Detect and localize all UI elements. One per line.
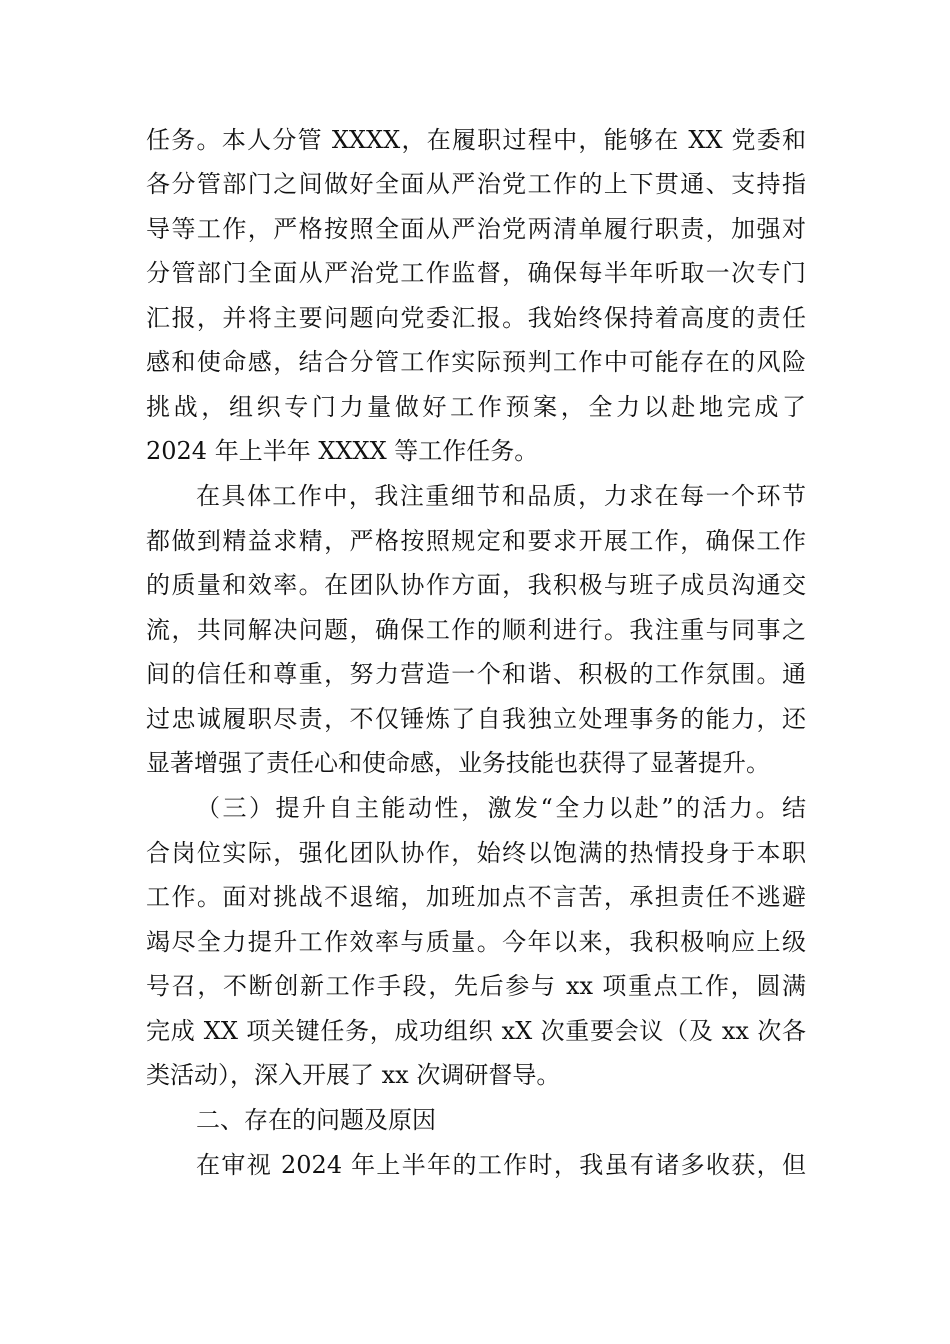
text-line: 导等工作，严格按照全面从严治党两清单履行职责，加强对 (146, 215, 806, 243)
text-line: 类活动），深入开展了 xx 次调研督导。 (146, 1061, 561, 1089)
text-line: 显著增强了责任心和使命感，业务技能也获得了显著提升。 (146, 749, 770, 777)
text-line: 汇报，并将主要问题向党委汇报。我始终保持着高度的责任 (146, 304, 806, 332)
text-line: 任务。本人分管 XXXX，在履职过程中，能够在 XX 党委和 (146, 126, 806, 154)
text-line: 完成 XX 项关键任务，成功组织 xX 次重要会议（及 xx 次各 (146, 1017, 806, 1045)
text-line: 间的信任和尊重，努力营造一个和谐、积极的工作氛围。通 (146, 660, 806, 688)
text-line: 挑战，组织专门力量做好工作预案，全力以赴地完成了 (146, 393, 806, 421)
text-line: 分管部门全面从严治党工作监督，确保每半年听取一次专门 (146, 259, 806, 287)
text-line: 感和使命感，结合分管工作实际预判工作中可能存在的风险 (146, 348, 806, 376)
section-heading: 二、存在的问题及原因 (196, 1106, 436, 1134)
text-line: 都做到精益求精，严格按照规定和要求开展工作，确保工作 (146, 527, 806, 555)
text-line: （三）提升自主能动性，激发“全力以赴”的活力。结 (196, 794, 806, 822)
text-line: 各分管部门之间做好全面从严治党工作的上下贯通、支持指 (146, 170, 806, 198)
text-line: 流，共同解决问题，确保工作的顺利进行。我注重与同事之 (146, 616, 806, 644)
text-line: 合岗位实际，强化团队协作，始终以饱满的热情投身于本职 (146, 839, 806, 867)
text-line: 号召，不断创新工作手段，先后参与 xx 项重点工作，圆满 (146, 972, 806, 1000)
text-line: 过忠诚履职尽责，不仅锤炼了自我独立处理事务的能力，还 (146, 705, 806, 733)
text-line: 在具体工作中，我注重细节和品质，力求在每一个环节 (196, 482, 806, 510)
text-line: 在审视 2024 年上半年的工作时，我虽有诸多收获，但 (196, 1151, 806, 1179)
text-line: 竭尽全力提升工作效率与质量。今年以来，我积极响应上级 (146, 928, 806, 956)
text-line: 的质量和效率。在团队协作方面，我积极与班子成员沟通交 (146, 571, 806, 599)
text-line: 2024 年上半年 XXXX 等工作任务。 (146, 437, 539, 465)
text-line: 工作。面对挑战不退缩，加班加点不言苦，承担责任不逃避 (146, 883, 806, 911)
